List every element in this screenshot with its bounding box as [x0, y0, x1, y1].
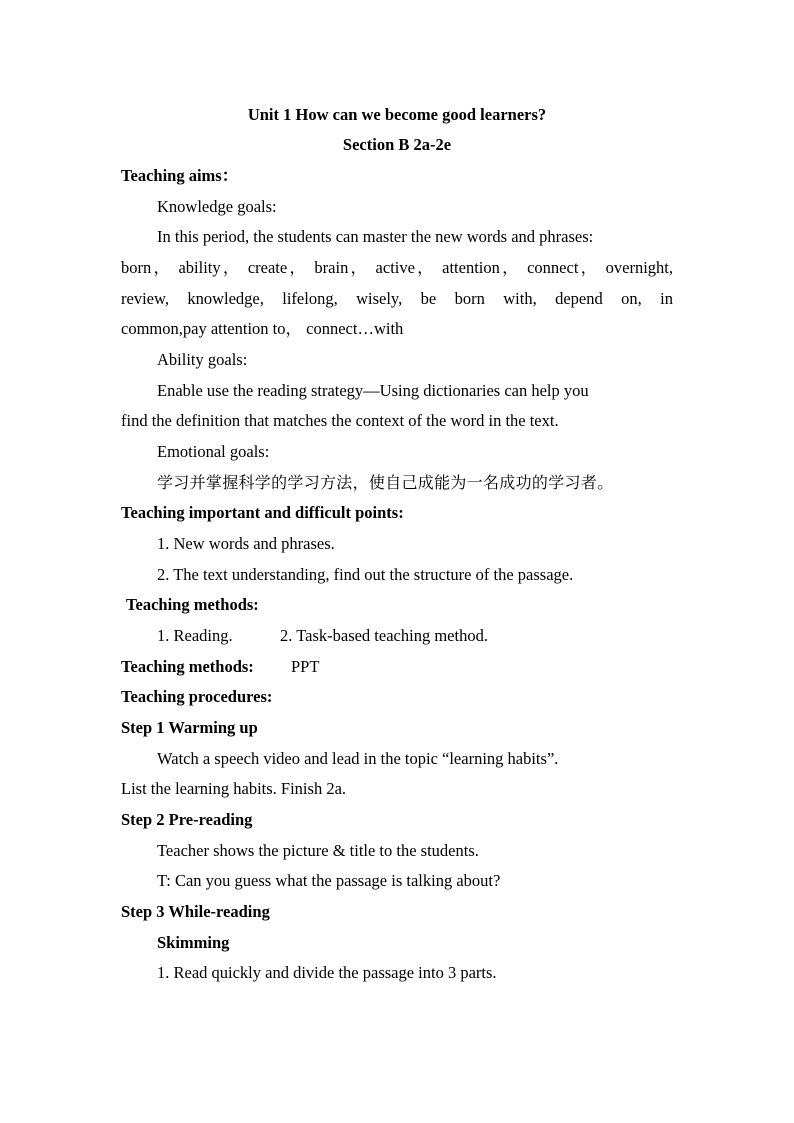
methods-heading-1: Teaching methods: — [126, 595, 259, 614]
aims-heading: Teaching aims： — [121, 166, 239, 185]
step1-line-2: List the learning habits. Finish 2a. — [121, 779, 347, 798]
emotional-goals-text: 学习并掌握科学的学习方法，使自己成能为一名成功的学习者。 — [157, 473, 614, 492]
words-line-3: common,pay attention to， connect…with — [121, 319, 404, 338]
methods-value-2: PPT — [291, 657, 320, 676]
ability-goals-label: Ability goals: — [157, 350, 248, 369]
step1-heading: Step 1 Warming up — [121, 718, 258, 737]
point-2: 2. The text understanding, find out the structure of the passage. — [157, 565, 574, 584]
method-2: 2. Task-based teaching method. — [280, 626, 488, 645]
ability-goals-line-2: find the definition that matches the context of the word in the text. — [121, 411, 559, 430]
knowledge-goals-intro: In this period, the students can master the new words and phrases: — [157, 227, 594, 246]
point-1: 1. New words and phrases. — [157, 534, 335, 553]
step2-line-1: Teacher shows the picture & title to the students. — [157, 841, 479, 860]
document-subtitle: Section B 2a-2e — [342, 135, 452, 154]
words-line-2: review, knowledge, lifelong, wisely, be born with, depend on, in — [121, 289, 673, 308]
method-1: 1. Reading. — [157, 626, 233, 645]
ability-goals-line-1: Enable use the reading strategy—Using dictionaries can help you — [157, 381, 589, 400]
step3-heading: Step 3 While-reading — [121, 902, 270, 921]
procedures-heading: Teaching procedures: — [121, 687, 273, 706]
points-heading: Teaching important and difficult points: — [121, 503, 404, 522]
methods-heading-2: Teaching methods: — [121, 657, 254, 676]
document-title: Unit 1 How can we become good learners? — [247, 105, 547, 124]
knowledge-goals-label: Knowledge goals: — [157, 197, 277, 216]
skimming-label: Skimming — [157, 933, 230, 952]
words-line-1: born， ability， create， brain， active， attention， connect， overnight, — [121, 258, 673, 277]
step2-heading: Step 2 Pre-reading — [121, 810, 253, 829]
step2-line-2: T: Can you guess what the passage is talking about? — [157, 871, 501, 890]
skimming-line-1: 1. Read quickly and divide the passage into 3 parts. — [157, 963, 497, 982]
emotional-goals-label: Emotional goals: — [157, 442, 270, 461]
step1-line-1: Watch a speech video and lead in the topic “learning habits”. — [157, 749, 559, 768]
